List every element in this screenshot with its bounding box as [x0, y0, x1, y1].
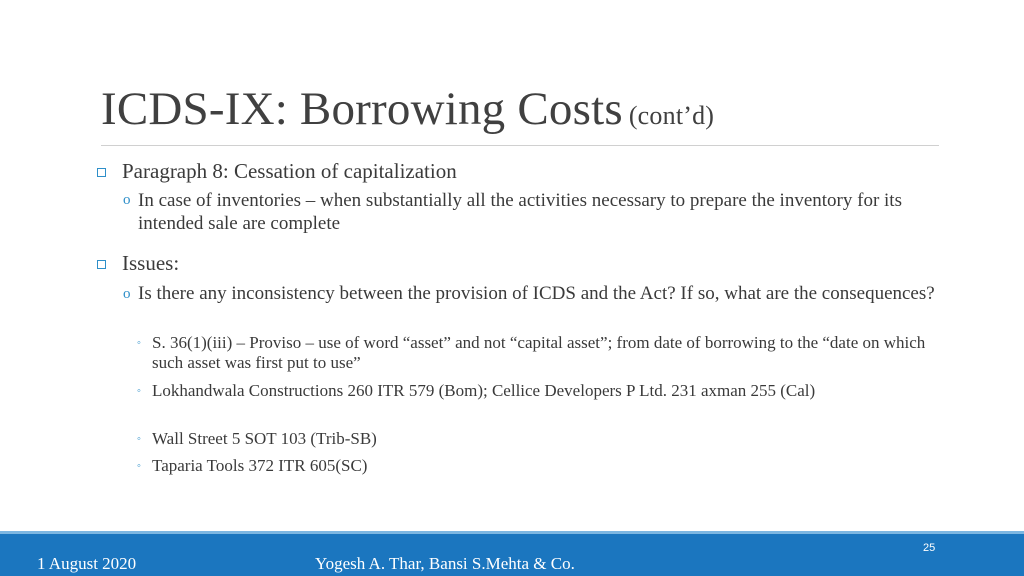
sub-item-proviso: S. 36(1)(iii) – Proviso – use of word “asset” and not “capital asset”; from date of borrowing to the “date on which such asset was first put to use”	[152, 333, 926, 372]
sub-item-taparia: Taparia Tools 372 ITR 605(SC)	[152, 456, 368, 475]
slide-title-suffix: (cont’d)	[628, 101, 715, 130]
hollow-square-icon	[97, 168, 106, 177]
slide-footer	[0, 531, 1024, 576]
small-circle-icon: ◦	[137, 385, 141, 397]
footer-author: Yogesh A. Thar, Bansi S.Mehta & Co.	[315, 554, 575, 573]
hollow-circle-icon: o	[123, 286, 131, 302]
small-circle-icon: ◦	[137, 433, 141, 445]
list-item-inconsistency: Is there any inconsistency between the provision of ICDS and the Act? If so, what are the consequences?	[138, 283, 935, 304]
sub-item-wall-street: Wall Street 5 SOT 103 (Trib-SB)	[152, 429, 377, 448]
small-circle-icon: ◦	[137, 337, 141, 349]
slide-title	[101, 82, 714, 136]
hollow-square-icon	[97, 260, 106, 269]
section-heading-issues: Issues:	[122, 251, 180, 275]
footer-date: 1 August 2020	[37, 554, 137, 573]
small-circle-icon: ◦	[137, 460, 141, 472]
slide-title-main: ICDS-IX: Borrowing Costs	[101, 83, 623, 135]
section-heading-cessation: Paragraph 8: Cessation of capitalization	[122, 159, 457, 183]
page-number: 25	[923, 542, 936, 554]
sub-item-case-law: Lokhandwala Constructions 260 ITR 579 (Bom); Cellice Developers P Ltd. 231 axman 255 (Cal)	[152, 381, 816, 400]
hollow-circle-icon: o	[123, 192, 131, 208]
list-item-inventories: In case of inventories – when substantially all the activities necessary to prepare the inventory for its intended sale are complete	[138, 190, 902, 234]
title-divider	[101, 145, 939, 146]
